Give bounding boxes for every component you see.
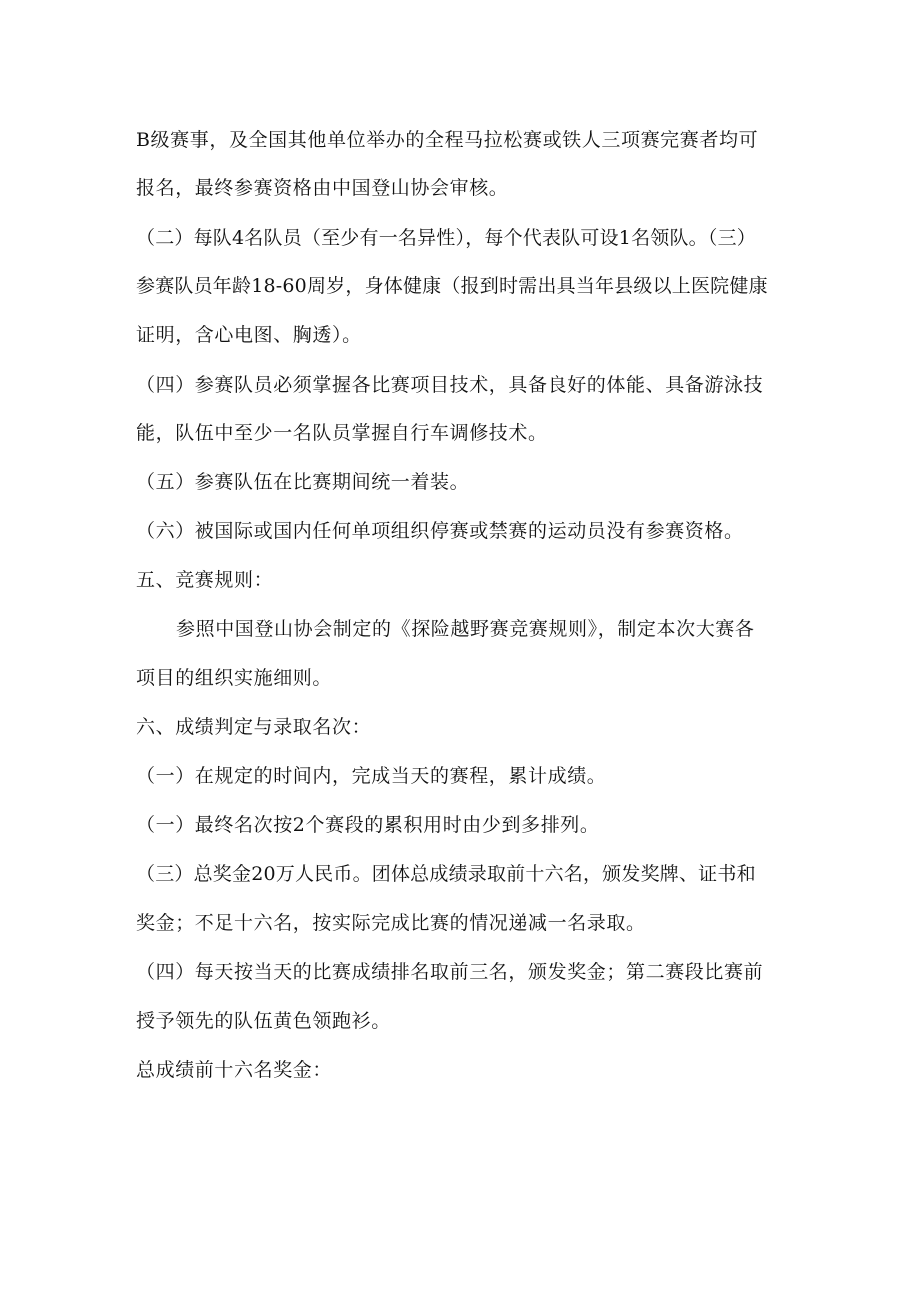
paragraph-line: （二）每队4名队员（至少有一名异性），每个代表队可设1名领队。（三）	[136, 227, 756, 249]
paragraph-line: 证明，含心电图、胸透）。	[136, 324, 362, 346]
paragraph-line: 能，队伍中至少一名队员掌握自行车调修技术。	[136, 422, 548, 444]
paragraph-line: B级赛事，及全国其他单位举办的全程马拉松赛或铁人三项赛完赛者均可	[136, 129, 759, 151]
paragraph-line: 参照中国登山协会制定的《探险越野赛竞赛规则》，制定本次大赛各	[176, 618, 755, 640]
paragraph-line: （三）总奖金20万人民币。团体总成绩录取前十六名，颁发奖牌、证书和	[136, 863, 756, 885]
paragraph-line: （四）参赛队员必须掌握各比赛项目技术，具备良好的体能、具备游泳技	[136, 374, 764, 396]
paragraph-line: 参赛队员年龄18-60周岁，身体健康（报到时需出具当年县级以上医院健康	[136, 275, 768, 297]
section-heading: 五、竞赛规则：	[136, 569, 274, 591]
paragraph-line: 报名，最终参赛资格由中国登山协会审核。	[136, 177, 509, 199]
paragraph-line: （五）参赛队伍在比赛期间统一着装。	[136, 471, 470, 493]
paragraph-line: 总成绩前十六名奖金：	[136, 1059, 333, 1081]
paragraph-line: （六）被国际或国内任何单项组织停赛或禁赛的运动员没有参赛资格。	[136, 520, 744, 542]
paragraph-line: 奖金；不足十六名，按实际完成比赛的情况递减一名录取。	[136, 912, 646, 934]
paragraph-line: 项目的组织实施细则。	[136, 667, 333, 689]
paragraph-line: （一）在规定的时间内，完成当天的赛程，累计成绩。	[136, 765, 607, 787]
paragraph-line: 授予领先的队伍黄色领跑衫。	[136, 1010, 391, 1032]
section-heading: 六、成绩判定与录取名次：	[136, 716, 372, 738]
paragraph-line: （四）每天按当天的比赛成绩排名取前三名，颁发奖金；第二赛段比赛前	[136, 961, 764, 983]
paragraph-line: （一）最终名次按2个赛段的累积用时由少到多排列。	[136, 814, 600, 836]
